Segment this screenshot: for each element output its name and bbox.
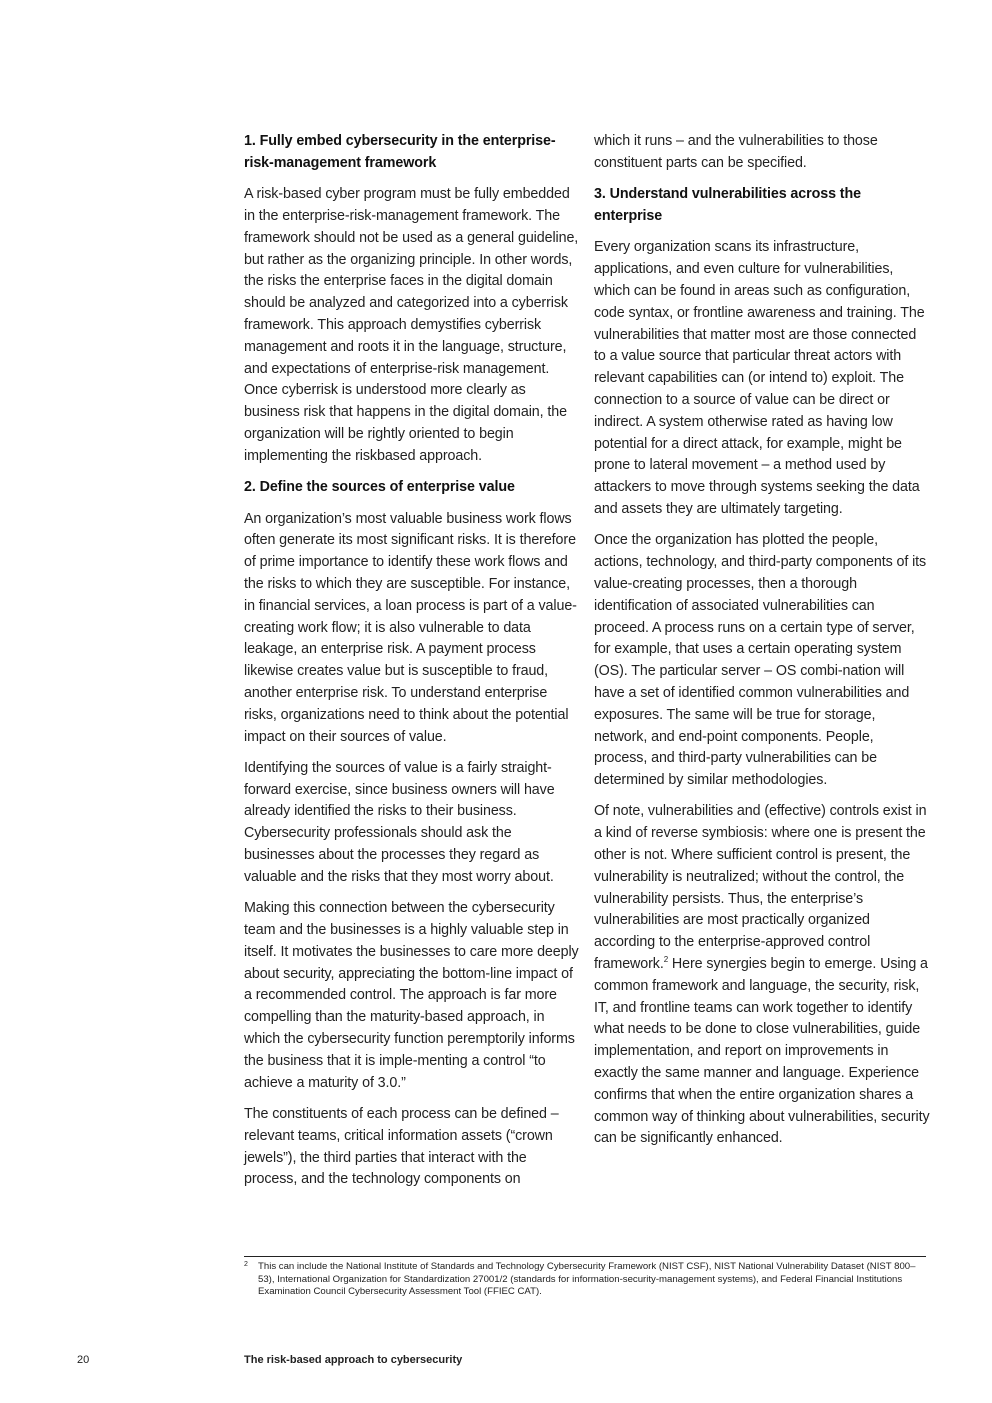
section-heading-3: 3. Understand vulnerabilities across the enterprise: [594, 186, 861, 224]
section-heading-1: 1. Fully embed cybersecurity in the enterprise-risk-management framework: [244, 133, 556, 171]
page-number: 20: [77, 1354, 90, 1366]
section-heading-2: 2. Define the sources of enterprise value: [244, 479, 515, 496]
paragraph: Identifying the sources of value is a fairly straight-forward exercise, since business owners will have already identified the risks to their business. Cybersecurity professionals should ask the businesses about the processes they regard as valuable and the risks that they most worry about.: [244, 759, 555, 885]
footnote-divider: [244, 1256, 926, 1257]
right-column: [594, 131, 930, 1160]
footnote-text: This can include the National Institute of Standards and Technology Cybersecurity Framework (NIST CSF), NIST National Vulnerability Dataset (NIST 800–53), International Organization for Standardization 27001/2 (standards for information-security-management systems), and Federal Financial Institutions Examination Council Cybersecurity Assessment Tool (FFIEC CAT).: [258, 1261, 916, 1298]
left-column: [244, 131, 580, 1201]
paragraph: An organization’s most valuable business work flows often generate its most significant risks. It is therefore of prime importance to identify these work flows and the risks to which they are susceptible. For instance, in financial services, a loan process is part of a value-creating work flow; it is also vulnerable to data leakage, an enterprise risk. A payment process likewise creates value but is susceptible to fraud, another enterprise risk. To understand enterprise risks, organizations need to think about the potential impact on their sources of value.: [244, 510, 577, 745]
paragraph: Once the organization has plotted the people, actions, technology, and third-party components of its value-creating processes, then a thorough identification of associated vulnerabilities can proceed. A process runs on a certain type of server, for example, that uses a certain operating system (OS). The particular server – OS combi-nation will have a set of identified common vulnerabilities and exposures. The same will be true for storage, network, and end-point components. People, process, and third-party vulnerabilities can be determined by similar methodologies.: [594, 532, 927, 789]
paragraph: A risk-based cyber program must be fully embedded in the enterprise-risk-management framework. The framework should not be used as a general guideline, but rather as the organizing principle. In other words, the risks the enterprise faces in the digital domain should be analyzed and categorized into a cyberrisk framework. This approach demystifies cyberrisk management and roots it in the language, structure, and expectations of enterprise-risk management. Once cyberrisk is understood more clearly as business risk that happens in the digital domain, the organization will be rightly oriented to begin implementing the riskbased approach.: [244, 186, 579, 464]
paragraph: which it runs – and the vulnerabilities to those constituent parts can be specified.: [594, 133, 878, 171]
paragraph: Making this connection between the cybersecurity team and the businesses is a highly valuable step in itself. It motivates the businesses to care more deeply about security, appreciating the bottom-line impact of a recommended control. The approach is far more compelling than the maturity-based approach, in which the cybersecurity function peremptorily informs the business that it is imple-menting a control “to achieve a maturity of 3.0.”: [244, 900, 579, 1091]
paragraph-text: Of note, vulnerabilities and (effective) controls exist in a kind of reverse symbiosis: where one is present the other is not. Where sufficient control is present, the vulnerability is neutralized; without the control, the vulnerability persists. Thus, the enterprise’s vulnerabilities are most practically organized according to the enterprise-approved control framework.: [594, 803, 927, 973]
paragraph: [594, 801, 930, 1150]
footnote-marker: 2: [244, 1261, 248, 1268]
footnote-reference[interactable]: 2: [663, 955, 669, 965]
paragraph: The constituents of each process can be defined – relevant teams, critical information assets (“crown jewels”), the third parties that interact with the process, and the technology components on: [244, 1106, 559, 1188]
paragraph-text: Here synergies begin to emerge. Using a common framework and language, the security, risk, IT, and frontline teams can work together to identify what needs to be done to close vulnerabilities, guide implementation, and report on improvements in exactly the same manner and language. Experience confirms that when the entire organization shares a common way of thinking about vulnerabilities, security can be significantly enhanced.: [594, 956, 930, 1147]
running-title: The risk-based approach to cybersecurity: [244, 1354, 463, 1366]
footnote: [244, 1261, 926, 1299]
paragraph: Every organization scans its infrastructure, applications, and even culture for vulnerabilities, which can be found in areas such as configuration, code syntax, or frontline awareness and training. The vulnerabilities that matter most are those connected to a value source that particular threat actors with relevant capabilities can (or intend to) exploit. The connection to a source of value can be direct or indirect. A system otherwise rated as having low potential for a direct attack, for example, might be prone to lateral movement – a method used by attackers to move through systems seeking the data and assets they are ultimately targeting.: [594, 239, 925, 517]
